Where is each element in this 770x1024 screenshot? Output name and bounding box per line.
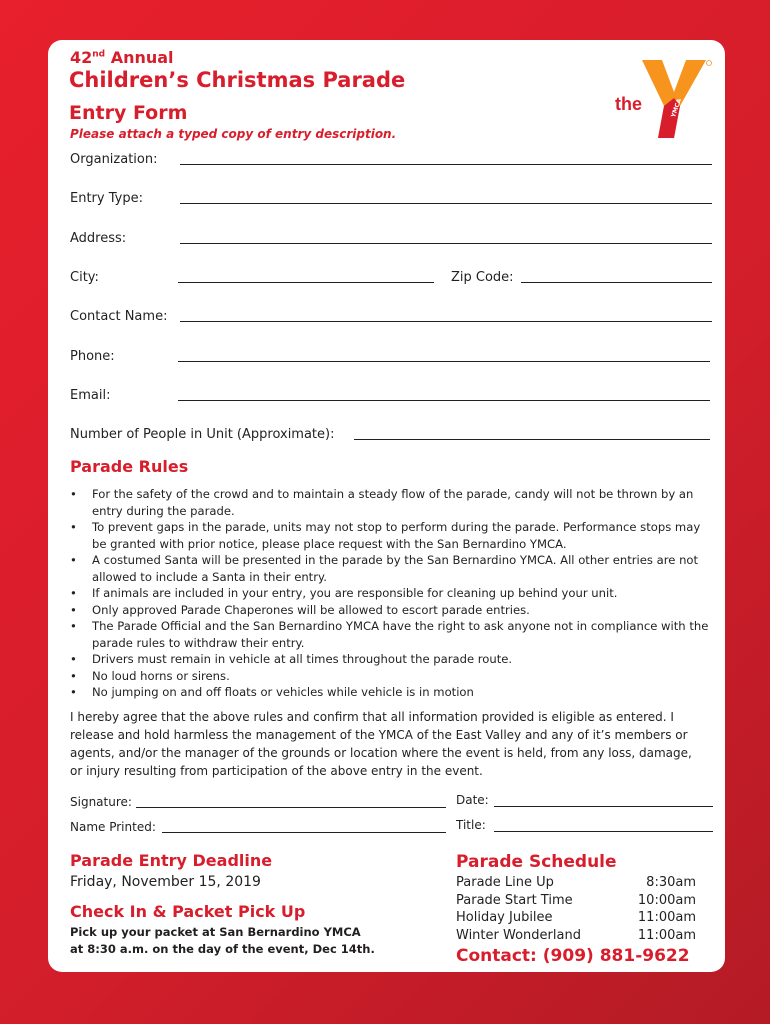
schedule-row [456, 874, 696, 892]
contact-name-field[interactable] [180, 321, 712, 322]
rule-item: • To prevent gaps in the parade, units may not stop to perform during the parade. Performance stops may be granted with prior notice, please place request with the San Bernardino YMCA. [70, 519, 710, 552]
schedule-heading: Parade Schedule [456, 852, 617, 872]
city-label: City: [70, 270, 99, 285]
schedule-time: 11:00am [637, 927, 696, 943]
organization-field[interactable] [180, 164, 712, 165]
schedule-event: Parade Start Time [456, 892, 573, 908]
schedule-row [456, 909, 696, 927]
people-label: Number of People in Unit (Approximate): [70, 427, 335, 442]
schedule-table [456, 874, 696, 944]
annual-label [70, 48, 174, 67]
annual-word: Annual [110, 48, 174, 67]
checkin-line-2: at 8:30 a.m. on the day of the event, Dec 14th. [70, 942, 375, 956]
rule-item: • If animals are included in your entry, you are responsible for cleaning up behind your unit. [70, 585, 710, 602]
date-label: Date: [456, 793, 489, 807]
logo-the-text: the [615, 94, 642, 114]
ymca-logo [614, 58, 714, 140]
signature-field[interactable] [136, 807, 446, 808]
schedule-time: 11:00am [637, 910, 696, 925]
phone-label: Phone: [70, 349, 115, 364]
date-field[interactable] [494, 806, 713, 807]
schedule-event: Parade Line Up [456, 875, 554, 890]
rule-item: • No jumping on and off floats or vehicles while vehicle is in motion [70, 684, 710, 701]
rule-item: • The Parade Official and the San Bernardino YMCA have the right to ask anyone not in compliance with the parade rules to withdraw their entry. [70, 618, 710, 651]
rule-item: • A costumed Santa will be presented in the parade by the San Bernardino YMCA. All other entries are not allowed to include a Santa in their entry. [70, 552, 710, 585]
attach-instruction: Please attach a typed copy of entry description. [70, 127, 397, 141]
schedule-time: 10:00am [637, 892, 696, 908]
name-printed-field[interactable] [162, 832, 446, 833]
annual-suffix: nd [92, 49, 106, 60]
schedule-event: Holiday Jubilee [456, 910, 553, 925]
signature-label: Signature: [70, 795, 132, 809]
agreement-text: I hereby agree that the above rules and confirm that all information provided is eligible as entered. I release and hold harmless the management of the YMCA of the East Valley and any of it’s members or agents, and/or the manager of the grounds or location where the event is held, from any loss, damage, or injury resulting from participation of the above entry in the event. [70, 710, 692, 778]
rule-item: • Only approved Parade Chaperones will be allowed to escort parade entries. [70, 602, 710, 619]
title-label: Title: [456, 818, 486, 832]
contact-name-label: Contact Name: [70, 309, 168, 324]
deadline-heading: Parade Entry Deadline [70, 851, 273, 870]
checkin-line-1: Pick up your packet at San Bernardino YMCA [70, 925, 361, 939]
page-title: Children’s Christmas Parade [69, 68, 406, 92]
entry-form-card [48, 40, 725, 972]
annual-number: 42 [70, 48, 93, 67]
entry-type-label: Entry Type: [70, 191, 143, 206]
phone-field[interactable] [178, 361, 710, 362]
address-label: Address: [70, 231, 127, 246]
contact-phone[interactable]: Contact: (909) 881-9622 [456, 946, 690, 966]
schedule-row [456, 927, 696, 945]
form-subtitle: Entry Form [69, 102, 188, 124]
deadline-date: Friday, November 15, 2019 [70, 874, 261, 890]
zip-field[interactable] [521, 282, 712, 283]
organization-label: Organization: [70, 152, 158, 167]
parade-rules-list [70, 486, 710, 701]
people-field[interactable] [354, 439, 710, 440]
schedule-event: Winter Wonderland [456, 927, 581, 943]
rule-item: • Drivers must remain in vehicle at all times throughout the parade route. [70, 651, 710, 668]
schedule-row [456, 892, 696, 910]
rule-item: • No loud horns or sirens. [70, 668, 710, 685]
name-printed-label: Name Printed: [70, 820, 156, 834]
email-label: Email: [70, 388, 111, 403]
title-field[interactable] [494, 831, 713, 832]
checkin-heading: Check In & Packet Pick Up [70, 902, 306, 921]
entry-type-field[interactable] [180, 203, 712, 204]
parade-rules-heading: Parade Rules [70, 457, 189, 476]
schedule-time: 8:30am [646, 875, 696, 890]
zip-label: Zip Code: [451, 270, 514, 285]
logo-ymca-text: YMCA [670, 97, 684, 119]
city-field[interactable] [178, 282, 434, 283]
address-field[interactable] [180, 243, 712, 244]
rule-item: • For the safety of the crowd and to maintain a steady flow of the parade, candy will not be thrown by an entry during the parade. [70, 486, 710, 519]
email-field[interactable] [178, 400, 710, 401]
